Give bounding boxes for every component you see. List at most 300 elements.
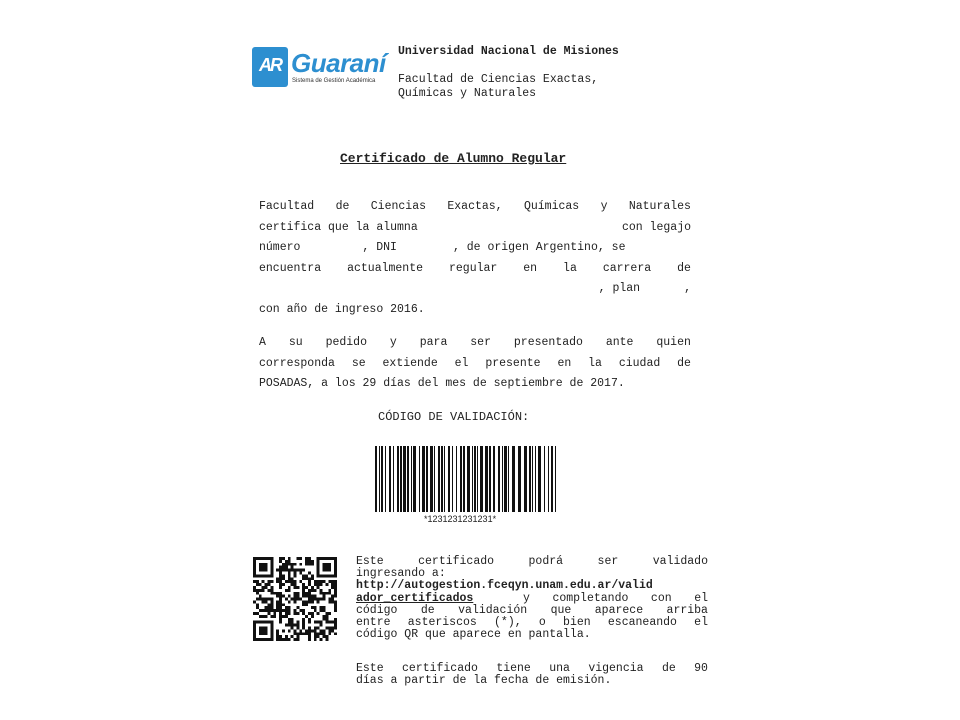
qr-module xyxy=(282,563,285,566)
qr-module xyxy=(294,563,297,566)
qr-module xyxy=(291,566,294,569)
qr-module xyxy=(262,589,265,592)
qr-module xyxy=(265,609,268,612)
qr-module xyxy=(334,583,337,586)
barcode-bar xyxy=(485,446,488,512)
qr-module xyxy=(288,618,291,621)
qr-module xyxy=(328,598,331,601)
qr-module xyxy=(270,598,273,601)
p1-line-5 xyxy=(259,279,691,300)
qr-code xyxy=(253,557,337,641)
qr-module xyxy=(308,638,311,641)
word: ser xyxy=(470,336,491,349)
qr-module xyxy=(314,632,317,635)
word: Ciencias xyxy=(370,200,426,213)
qr-module xyxy=(323,615,326,618)
qr-module xyxy=(279,635,282,638)
barcode-bar xyxy=(434,446,435,512)
qr-module xyxy=(320,621,323,624)
p1-line-1 xyxy=(259,197,691,218)
qr-module xyxy=(311,595,314,598)
qr-module xyxy=(317,580,320,583)
barcode-bar xyxy=(555,446,556,512)
qr-module xyxy=(302,627,305,630)
validation-url: http://autogestion.fceqyn.unam.edu.ar/valid xyxy=(356,579,653,593)
qr-module xyxy=(331,595,334,598)
qr-module xyxy=(291,598,294,601)
barcode-bar xyxy=(438,446,440,512)
barcode-bar xyxy=(375,446,377,512)
qr-module xyxy=(325,621,328,624)
qr-module xyxy=(279,612,282,615)
qr-module xyxy=(259,598,262,601)
qr-module xyxy=(334,624,337,627)
qr-module xyxy=(296,606,299,609)
qr-module xyxy=(308,598,311,601)
qr-module xyxy=(276,632,279,635)
validity-line-2: días a partir de la fecha de emisión. xyxy=(356,674,612,688)
qr-module xyxy=(331,583,334,586)
word: en xyxy=(557,356,572,370)
qr-module xyxy=(328,627,331,630)
qr-module xyxy=(267,583,270,586)
word: (*), xyxy=(494,616,522,630)
qr-module xyxy=(294,598,297,601)
qr-module xyxy=(305,629,308,632)
barcode-bar xyxy=(422,446,425,512)
qr-module xyxy=(308,592,311,595)
qr-module xyxy=(311,598,314,601)
certificate-paragraph-1 xyxy=(259,197,691,320)
barcode-bar xyxy=(463,446,465,512)
qr-module xyxy=(282,615,285,618)
qr-module xyxy=(334,609,337,612)
barcode-bar xyxy=(403,446,406,512)
barcode-bar xyxy=(493,446,495,512)
qr-module xyxy=(302,618,305,621)
qr-module xyxy=(311,615,314,618)
barcode-bar xyxy=(407,446,409,512)
qr-module xyxy=(320,632,323,635)
qr-module xyxy=(279,569,282,572)
qr-module xyxy=(323,618,326,621)
word: extiende xyxy=(382,356,438,370)
validation-instructions xyxy=(356,556,708,641)
qr-module xyxy=(325,635,328,638)
qr-module xyxy=(282,557,285,560)
qr-module xyxy=(323,563,332,572)
barcode-bar xyxy=(538,446,541,512)
qr-module xyxy=(285,560,288,563)
qr-module xyxy=(314,595,317,598)
qr-module xyxy=(311,563,314,566)
qr-module xyxy=(320,606,323,609)
word: presente xyxy=(485,356,541,370)
qr-module xyxy=(294,624,297,627)
word: validado xyxy=(652,555,708,568)
word: para xyxy=(419,336,448,349)
qr-module xyxy=(270,603,273,606)
qr-module xyxy=(294,580,297,583)
qr-module xyxy=(308,589,311,592)
word: el xyxy=(694,591,708,605)
logo-name: Guaraní xyxy=(291,48,386,78)
barcode-bar xyxy=(452,446,453,512)
barcode-bar xyxy=(489,446,491,512)
word: que xyxy=(550,603,572,617)
qr-module xyxy=(308,621,311,624)
qr-module xyxy=(270,606,273,609)
qr-module xyxy=(279,592,282,595)
qr-module xyxy=(273,612,276,615)
qr-module xyxy=(334,603,337,606)
p2-line-1 xyxy=(259,333,691,354)
qr-module xyxy=(305,595,308,598)
qr-module xyxy=(285,566,288,569)
word: en xyxy=(523,261,538,275)
qr-module xyxy=(285,612,288,615)
barcode-bar xyxy=(400,446,402,512)
qr-module xyxy=(302,609,305,612)
qr-module xyxy=(285,580,288,583)
qr-module xyxy=(311,586,314,589)
word: el xyxy=(694,616,708,630)
qr-module xyxy=(267,612,270,615)
qr-module xyxy=(325,638,328,641)
qr-module xyxy=(285,563,288,566)
qr-module xyxy=(296,557,299,560)
qr-line-4-words xyxy=(523,593,708,605)
qr-module xyxy=(317,586,320,589)
qr-module xyxy=(279,638,282,641)
qr-module xyxy=(288,638,291,641)
qr-module xyxy=(305,632,308,635)
faculty-line-2: Químicas y Naturales xyxy=(398,87,537,100)
qr-module xyxy=(314,635,317,638)
qr-module xyxy=(282,638,285,641)
word: aparece xyxy=(594,603,644,617)
qr-module xyxy=(276,609,279,612)
qr-module xyxy=(259,609,262,612)
qr-module xyxy=(325,615,328,618)
p2-line-2 xyxy=(259,354,691,375)
word: de xyxy=(335,200,350,213)
qr-module xyxy=(308,635,311,638)
qr-module xyxy=(294,612,297,615)
qr-module xyxy=(311,606,314,609)
qr-module xyxy=(334,595,337,598)
qr-module xyxy=(331,629,334,632)
barcode-bar xyxy=(467,446,470,512)
qr-module xyxy=(299,629,302,632)
qr-module xyxy=(294,592,297,595)
qr-module xyxy=(302,574,305,577)
qr-module xyxy=(282,609,285,612)
qr-module xyxy=(279,609,282,612)
word: corresponda xyxy=(259,356,335,370)
qr-module xyxy=(334,600,337,603)
qr-module xyxy=(270,586,273,589)
qr-module xyxy=(267,609,270,612)
barcode-text: *1231231231231* xyxy=(424,514,497,524)
qr-module xyxy=(279,595,282,598)
qr-module xyxy=(334,586,337,589)
qr-module xyxy=(302,569,305,572)
qr-module xyxy=(328,589,331,592)
qr-module xyxy=(320,592,323,595)
qr-module xyxy=(334,606,337,609)
validity-note xyxy=(356,663,708,687)
word: Este xyxy=(356,662,384,675)
qr-module xyxy=(302,600,305,603)
p1-line-5-b: , xyxy=(684,282,691,295)
qr-module xyxy=(296,586,299,589)
word: de xyxy=(420,603,435,617)
barcode-bar xyxy=(524,446,527,512)
qr-module xyxy=(259,595,262,598)
barcode-bar xyxy=(389,446,391,512)
qr-module xyxy=(262,580,265,583)
word: y xyxy=(523,591,530,605)
qr-module xyxy=(267,606,270,609)
qr-module xyxy=(323,580,326,583)
qr-module xyxy=(323,598,326,601)
qr-module xyxy=(294,569,297,572)
word: de xyxy=(677,356,691,370)
qr-module xyxy=(334,627,337,630)
qr-module xyxy=(259,615,262,618)
qr-module xyxy=(311,577,314,580)
word: presentado xyxy=(513,336,583,349)
qr-module xyxy=(291,627,294,630)
qr-line-2: ingresando a: xyxy=(356,567,446,581)
logo-mark-text: AR xyxy=(259,55,281,75)
qr-module xyxy=(259,563,268,572)
qr-module xyxy=(265,583,268,586)
qr-module xyxy=(317,635,320,638)
qr-module xyxy=(302,583,305,586)
qr-module xyxy=(253,589,256,592)
p1-line-2 xyxy=(259,218,691,239)
qr-module xyxy=(311,574,314,577)
qr-module xyxy=(288,560,291,563)
qr-module xyxy=(285,609,288,612)
qr-module xyxy=(308,563,311,566)
word: A xyxy=(259,336,266,349)
barcode-bar xyxy=(532,446,533,512)
qr-module xyxy=(270,589,273,592)
barcode-bar xyxy=(393,446,394,512)
qr-module xyxy=(302,612,305,615)
qr-module xyxy=(288,629,291,632)
qr-module xyxy=(291,563,294,566)
qr-module xyxy=(308,595,311,598)
qr-module xyxy=(285,598,288,601)
qr-module xyxy=(320,629,323,632)
qr-module xyxy=(253,612,256,615)
barcode-bar xyxy=(504,446,507,512)
qr-module xyxy=(279,586,282,589)
qr-module xyxy=(279,618,282,621)
certificate-paragraph-2 xyxy=(259,333,691,395)
barcode-bar xyxy=(444,446,445,512)
qr-module xyxy=(288,569,291,572)
qr-module xyxy=(320,598,323,601)
qr-module xyxy=(308,612,311,615)
qr-module xyxy=(325,592,328,595)
qr-module xyxy=(288,563,291,566)
qr-module xyxy=(317,583,320,586)
word: Facultad xyxy=(259,200,315,213)
qr-module xyxy=(302,624,305,627)
qr-module xyxy=(302,632,305,635)
qr-module xyxy=(314,580,317,583)
qr-module xyxy=(305,600,308,603)
barcode-bar xyxy=(381,446,383,512)
qr-module xyxy=(317,621,320,624)
qr-module xyxy=(294,586,297,589)
qr-module xyxy=(325,627,328,630)
qr-module xyxy=(323,609,326,612)
p1-line-2-end: con legajo xyxy=(621,220,691,234)
qr-module xyxy=(276,638,279,641)
qr-module xyxy=(328,580,331,583)
qr-module xyxy=(270,609,273,612)
word: una xyxy=(549,662,570,675)
qr-module xyxy=(302,603,305,606)
qr-module xyxy=(299,598,302,601)
barcode-bar xyxy=(529,446,531,512)
barcode-bar xyxy=(512,446,515,512)
qr-module xyxy=(311,600,314,603)
qr-module xyxy=(314,606,317,609)
qr-module xyxy=(279,577,282,580)
qr-module xyxy=(294,638,297,641)
qr-module xyxy=(279,606,282,609)
qr-module xyxy=(308,557,311,560)
qr-module xyxy=(256,598,259,601)
qr-module xyxy=(265,586,268,589)
qr-module xyxy=(265,600,268,603)
qr-module xyxy=(296,638,299,641)
word: de xyxy=(677,261,691,275)
word: su xyxy=(288,336,303,349)
qr-module xyxy=(282,569,285,572)
word: y xyxy=(389,336,397,349)
qr-module xyxy=(325,583,328,586)
qr-module xyxy=(294,571,297,574)
qr-module xyxy=(262,615,265,618)
qr-module xyxy=(311,629,314,632)
qr-module xyxy=(314,609,317,612)
qr-module xyxy=(273,609,276,612)
qr-module xyxy=(273,592,276,595)
word: entre xyxy=(356,616,391,630)
qr-module xyxy=(276,595,279,598)
p1-line-3-c: , de origen Argentino, se xyxy=(452,241,626,254)
qr-module xyxy=(331,580,334,583)
barcode xyxy=(375,446,556,512)
qr-module xyxy=(294,574,297,577)
qr-module xyxy=(302,586,305,589)
word: tiene xyxy=(496,662,531,675)
word: ciudad xyxy=(618,356,661,370)
qr-module xyxy=(296,632,299,635)
qr-module xyxy=(291,580,294,583)
qr-module xyxy=(308,577,311,580)
qr-module xyxy=(328,600,331,603)
word: vigencia xyxy=(588,662,644,675)
barcode-bar xyxy=(430,446,433,512)
qr-module xyxy=(291,569,294,572)
p1-line-5-a: , plan xyxy=(598,282,641,295)
qr-module xyxy=(334,589,337,592)
qr-module xyxy=(288,624,291,627)
barcode-bar xyxy=(480,446,483,512)
qr-module xyxy=(285,635,288,638)
qr-module xyxy=(256,589,259,592)
qr-module xyxy=(288,577,291,580)
qr-module xyxy=(311,589,314,592)
qr-module xyxy=(334,632,337,635)
qr-module xyxy=(276,635,279,638)
word: quien xyxy=(656,336,691,349)
qr-module xyxy=(328,629,331,632)
qr-module xyxy=(325,612,328,615)
qr-module xyxy=(305,615,308,618)
qr-module xyxy=(294,629,297,632)
qr-module xyxy=(259,589,262,592)
barcode-bar xyxy=(551,446,553,512)
word: certificado xyxy=(402,662,478,675)
qr-module xyxy=(253,580,256,583)
qr-module xyxy=(311,560,314,563)
qr-module xyxy=(314,598,317,601)
qr-module xyxy=(320,638,323,641)
qr-module xyxy=(279,583,282,586)
qr-module xyxy=(279,615,282,618)
qr-module xyxy=(314,621,317,624)
barcode-bar xyxy=(426,446,428,512)
qr-module xyxy=(262,598,265,601)
qr-module xyxy=(296,569,299,572)
qr-module xyxy=(308,627,311,630)
qr-module xyxy=(265,615,268,618)
barcode-bar xyxy=(456,446,457,512)
qr-module xyxy=(288,589,291,592)
qr-module xyxy=(296,624,299,627)
qr-module xyxy=(317,600,320,603)
qr-module xyxy=(334,618,337,621)
qr-module xyxy=(288,621,291,624)
qr-module xyxy=(262,586,265,589)
qr-module xyxy=(285,615,288,618)
qr-module xyxy=(288,600,291,603)
qr-module xyxy=(317,627,320,630)
word: carrera xyxy=(602,261,652,275)
qr-module xyxy=(273,615,276,618)
qr-module xyxy=(276,600,279,603)
qr-module xyxy=(334,592,337,595)
p1-line-3-a: número xyxy=(259,241,301,254)
barcode-bar xyxy=(518,446,521,512)
word: Químicas xyxy=(523,200,580,213)
qr-module xyxy=(311,612,314,615)
qr-module xyxy=(317,632,320,635)
qr-module xyxy=(328,621,331,624)
qr-module xyxy=(302,595,305,598)
qr-module xyxy=(279,560,282,563)
